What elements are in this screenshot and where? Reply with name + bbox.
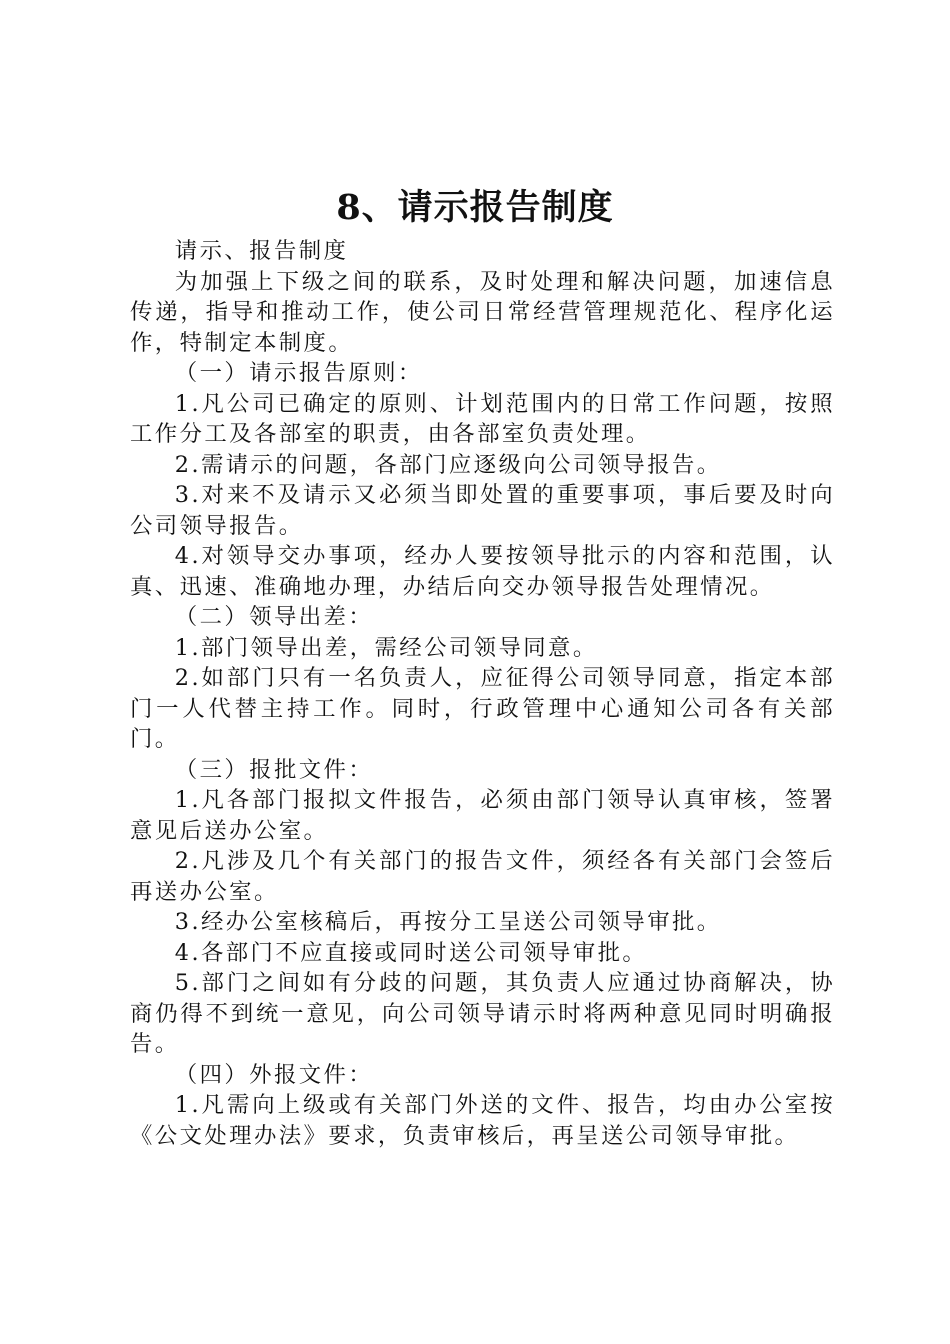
list-item: 1.部门领导出差，需经公司领导同意。 <box>174 634 598 661</box>
section-heading-4: （四）外报文件： <box>174 1061 374 1088</box>
list-item: 1.凡各部门报拟文件报告，必须由部门领导认真审核，签署意见后送办公室。 <box>130 787 835 844</box>
list-item: 4.对领导交办事项，经办人要按领导批示的内容和范围，认真、迅速、准确地办理，办结后向交办领导报告处理情况。 <box>130 543 835 600</box>
section-heading-2: （二）领导出差： <box>174 604 374 630</box>
list-item: 1.凡需向上级或有关部门外送的文件、报告，均由办公室按《公文处理办法》要求，负责审核后，再呈送公司领导审批。 <box>130 1092 835 1149</box>
document-body <box>130 236 835 1151</box>
section-heading-1: （一）请示报告原则： <box>174 360 423 386</box>
paragraph-subtitle: 请示、报告制度 <box>174 238 349 264</box>
paragraph-intro: 为加强上下级之间的联系，及时处理和解决问题，加速信息传递，指导和推动工作，使公司日常经营管理规范化、程序化运作，特制定本制度。 <box>130 268 835 356</box>
document-title: 8、请示报告制度 <box>336 187 614 228</box>
list-item: 1.凡公司已确定的原则、计划范围内的日常工作问题，按照工作分工及各部室的职责，由各部室负责处理。 <box>130 390 835 447</box>
list-item: 3.经办公室核稿后，再按分工呈送公司领导审批。 <box>174 909 722 935</box>
list-item: 2.凡涉及几个有关部门的报告文件，须经各有关部门会签后再送办公室。 <box>130 848 835 905</box>
list-item: 2.需请示的问题，各部门应逐级向公司领导报告。 <box>174 451 722 478</box>
list-item: 5.部门之间如有分歧的问题，其负责人应通过协商解决，协商仍得不到统一意见，向公司领导请示时将两种意见同时明确报告。 <box>130 970 835 1057</box>
list-item: 4.各部门不应直接或同时送公司领导审批。 <box>174 939 648 966</box>
list-item: 2.如部门只有一名负责人，应征得公司领导同意，指定本部门一人代替主持工作。同时，行政管理中心通知公司各有关部门。 <box>130 665 835 752</box>
section-heading-3: （三）报批文件： <box>174 756 374 783</box>
list-item: 3.对来不及请示又必须当即处置的重要事项，事后要及时向公司领导报告。 <box>130 482 835 539</box>
